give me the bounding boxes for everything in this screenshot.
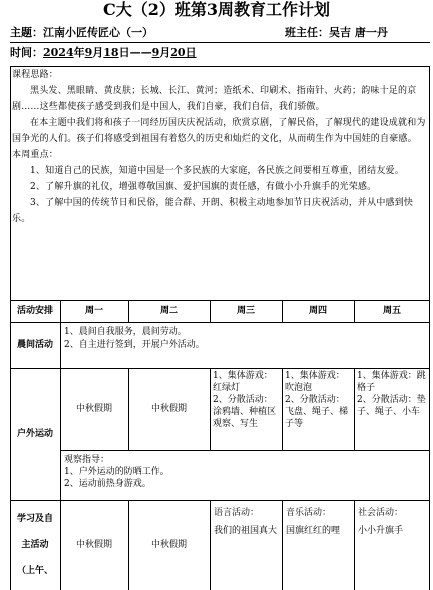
morning-line-1: 1、晨间自我服务，晨间劳动。 xyxy=(64,327,187,337)
grid-line xyxy=(60,450,430,451)
theme-label: 主题： xyxy=(10,26,43,39)
learning-label-line-2: 主活动 xyxy=(21,540,49,550)
header-friday: 周五 xyxy=(382,306,401,316)
header-divider xyxy=(10,42,430,43)
rationale-heading: 课程思路： xyxy=(12,70,59,80)
grid-line xyxy=(354,500,355,590)
teacher-label: 班主任： xyxy=(285,26,329,39)
grid-line xyxy=(354,368,355,450)
observation-heading: 观察指导： xyxy=(64,455,110,465)
goal-1: 1、知道自己的民族，知道中国是一个多民族的大家庭，各民族之间要相互尊重，团结友爱。 xyxy=(30,166,404,176)
header-monday: 周一 xyxy=(84,306,103,316)
learning-friday-title: 社会活动： xyxy=(358,508,404,518)
date-month-unit: 月 xyxy=(92,46,104,59)
header-thursday: 周四 xyxy=(308,306,327,316)
morning-line-2: 2、自主进行签到，开展户外活动。 xyxy=(64,340,205,350)
header-tuesday: 周二 xyxy=(159,306,178,316)
observation-item-2: 2、运动前热身游戏。 xyxy=(64,479,151,489)
outdoor-observation xyxy=(64,454,424,498)
date-end-day-unit: 日 xyxy=(185,46,197,59)
date-start-day: 18 xyxy=(103,46,119,59)
teacher-block xyxy=(285,24,388,42)
learning-thursday-body: 国旗红红的哩 xyxy=(286,526,341,536)
outdoor-monday: 中秋假期 xyxy=(75,404,112,414)
date-day-unit: 日 xyxy=(118,46,130,59)
learning-wednesday-title: 语言活动： xyxy=(214,508,260,518)
learning-thursday-title: 音乐活动： xyxy=(286,508,332,518)
learning-monday: 中秋假期 xyxy=(75,540,112,550)
row-label-learning xyxy=(10,506,60,590)
course-intro xyxy=(12,67,426,299)
date-line xyxy=(10,44,430,62)
morning-activities xyxy=(64,326,424,366)
row-label-morning: 晨间活动 xyxy=(16,340,53,350)
date-dash: —— xyxy=(129,46,152,59)
learning-friday xyxy=(358,504,428,588)
rationale-paragraph-1: 黑头发、黑眼睛、黄皮肤；长城、长江、黄河；造纸术、印刷术、指南针、火药；韵味十足的京剧……这些都使孩子感受到我们是中国人，我们自豪，我们自信，我们骄傲。 xyxy=(12,86,417,112)
goal-3: 3、了解中国的传统节日和民俗，能合群、开朗、积极主动地参加节日庆祝活动，并从中感到快乐。 xyxy=(12,198,414,224)
header-activity: 活动安排 xyxy=(16,306,53,316)
row-label-outdoor: 户外运动 xyxy=(16,429,53,439)
rationale-paragraph-2: 在本主题中我们将和孩子一同经历国庆庆祝活动，欣赏京剧，了解民俗，了解现代的建设成就和为国争光的人们。孩子们将感受到祖国有着悠久的历史和灿烂的文化，从而萌生作为中国娃的自豪感。 xyxy=(12,118,426,144)
date-end-day: 20 xyxy=(170,46,186,59)
learning-tuesday: 中秋假期 xyxy=(150,540,187,550)
date-year-unit: 年 xyxy=(73,46,85,59)
date-year: 2024 xyxy=(43,46,74,59)
grid-line xyxy=(10,322,430,323)
teacher-value: 吴吉 唐一丹 xyxy=(329,26,388,39)
outdoor-tuesday: 中秋假期 xyxy=(150,404,187,414)
grid-line xyxy=(210,500,211,590)
goal-2: 2、了解升旗的礼仪，增强尊敬国旗、爱护国旗的责任感，有做小小升旗手的光荣感。 xyxy=(30,182,377,192)
grid-line xyxy=(282,500,283,590)
date-start-month: 9 xyxy=(84,46,93,59)
date-end-month-unit: 月 xyxy=(159,46,171,59)
learning-thursday xyxy=(286,504,352,588)
date-end-month: 9 xyxy=(151,46,160,59)
date-label: 时间： xyxy=(10,46,43,59)
page-title: C大（2）班第3周教育工作计划 xyxy=(102,0,330,19)
learning-wednesday-body: 我们的祖国真大 xyxy=(214,526,278,536)
outdoor-wednesday: 1、集体游戏：红绿灯 2、分散活动：涂鸦墙、种植区观察、写生 xyxy=(213,371,277,429)
learning-label-line-1: 学习及自 xyxy=(16,514,53,524)
learning-label-line-3: （上午、 xyxy=(16,566,53,576)
learning-friday-body: 小小升旗手 xyxy=(358,526,404,536)
theme-line xyxy=(10,24,430,42)
grid-line xyxy=(282,368,283,450)
theme-value: 江南小匠传匠心（一） xyxy=(43,26,153,39)
outdoor-thursday: 1、集体游戏：吹泡泡 2、分散活动：飞盘、绳子、梯子等 xyxy=(285,371,349,429)
learning-wednesday xyxy=(214,504,280,588)
grid-line xyxy=(210,368,211,450)
observation-item-1: 1、户外运动的防晒工作。 xyxy=(64,467,169,477)
header-wednesday: 周三 xyxy=(236,306,255,316)
outdoor-friday: 1、集体游戏：跳格子 2、分散活动：垫子、绳子、小车 xyxy=(357,371,426,417)
goals-heading: 本周重点： xyxy=(12,150,59,160)
